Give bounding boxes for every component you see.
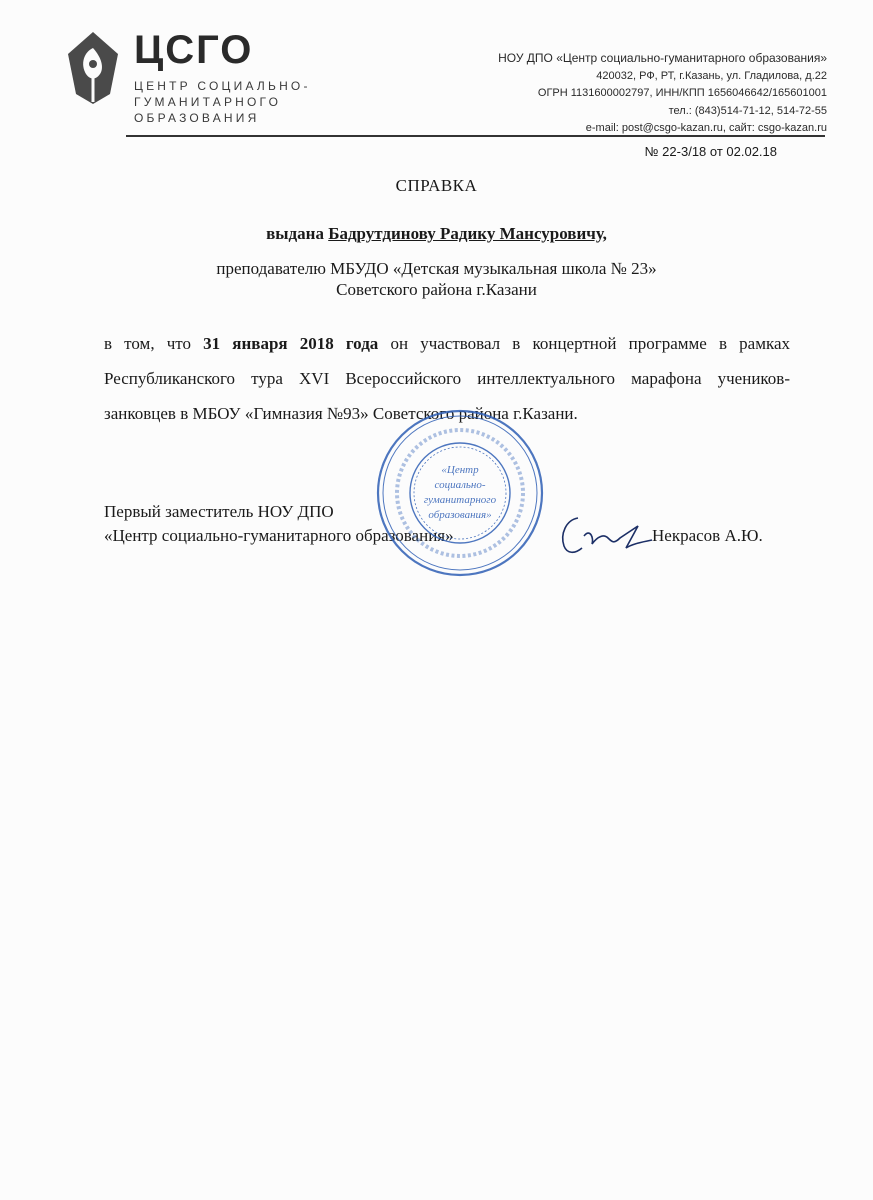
brand-full-name [134, 78, 311, 126]
position-line: преподавателю МБУДО «Детская музыкальная школа № 23» [216, 259, 657, 278]
stamp-text-line: образования» [428, 509, 492, 521]
issued-to-line [0, 224, 873, 244]
recipient-name: Бадрутдинову Радику Мансуровичу, [328, 224, 607, 243]
brand-abbreviation: ЦСГО [134, 28, 254, 72]
signer-name: Некрасов А.Ю. [652, 526, 763, 545]
signer-title-line: Первый заместитель НОУ ДПО [104, 502, 334, 521]
handwritten-signature [548, 508, 658, 566]
header-divider [126, 135, 825, 137]
brand-name-line: ЦЕНТР СОЦИАЛЬНО- [134, 79, 311, 93]
body-text-rest: он участвовал в концертной программе в рамках Республиканского тура XVI Всероссийского интеллектуального марафона учеников-занковцев в МБОУ «Гимназия №93» Советского района г.Казани. [104, 334, 791, 423]
brand-logo-icon [62, 28, 124, 106]
brand-name-line: ГУМАНИТАРНОГО [134, 95, 282, 109]
document-title: СПРАВКА [395, 176, 478, 195]
document-number: № 22-3/18 от 02.02.18 [644, 144, 777, 159]
organization-details [498, 50, 827, 138]
stamp-text-line: социально- [434, 479, 486, 491]
issued-prefix: выдана [266, 224, 329, 243]
stamp-text-line: «Центр [441, 464, 479, 476]
body-prefix: в том, что [104, 334, 204, 353]
official-stamp [375, 408, 545, 578]
org-name: НОУ ДПО «Центр социально-гуманитарного образования» [498, 51, 827, 65]
recipient-position [0, 258, 873, 300]
event-date: 31 января 2018 года [203, 334, 379, 353]
org-address: 420032, РФ, РТ, г.Казань, ул. Гладилова, д.22 [596, 69, 827, 82]
position-line: Советского района г.Казани [336, 280, 537, 299]
signer-title-line: «Центр социально-гуманитарного образования» [104, 526, 454, 545]
brand-name-line: ОБРАЗОВАНИЯ [134, 111, 260, 125]
org-registration: ОГРН 1131600002797, ИНН/КПП 1656046642/165601001 [537, 87, 827, 99]
org-phone: тел.: (843)514-71-12, 514-72-55 [668, 104, 827, 117]
stamp-text-line: гуманитарного [423, 494, 497, 506]
org-contacts: e-mail: post@csgo-kazan.ru, сайт: csgo-kazan.ru [585, 122, 827, 134]
